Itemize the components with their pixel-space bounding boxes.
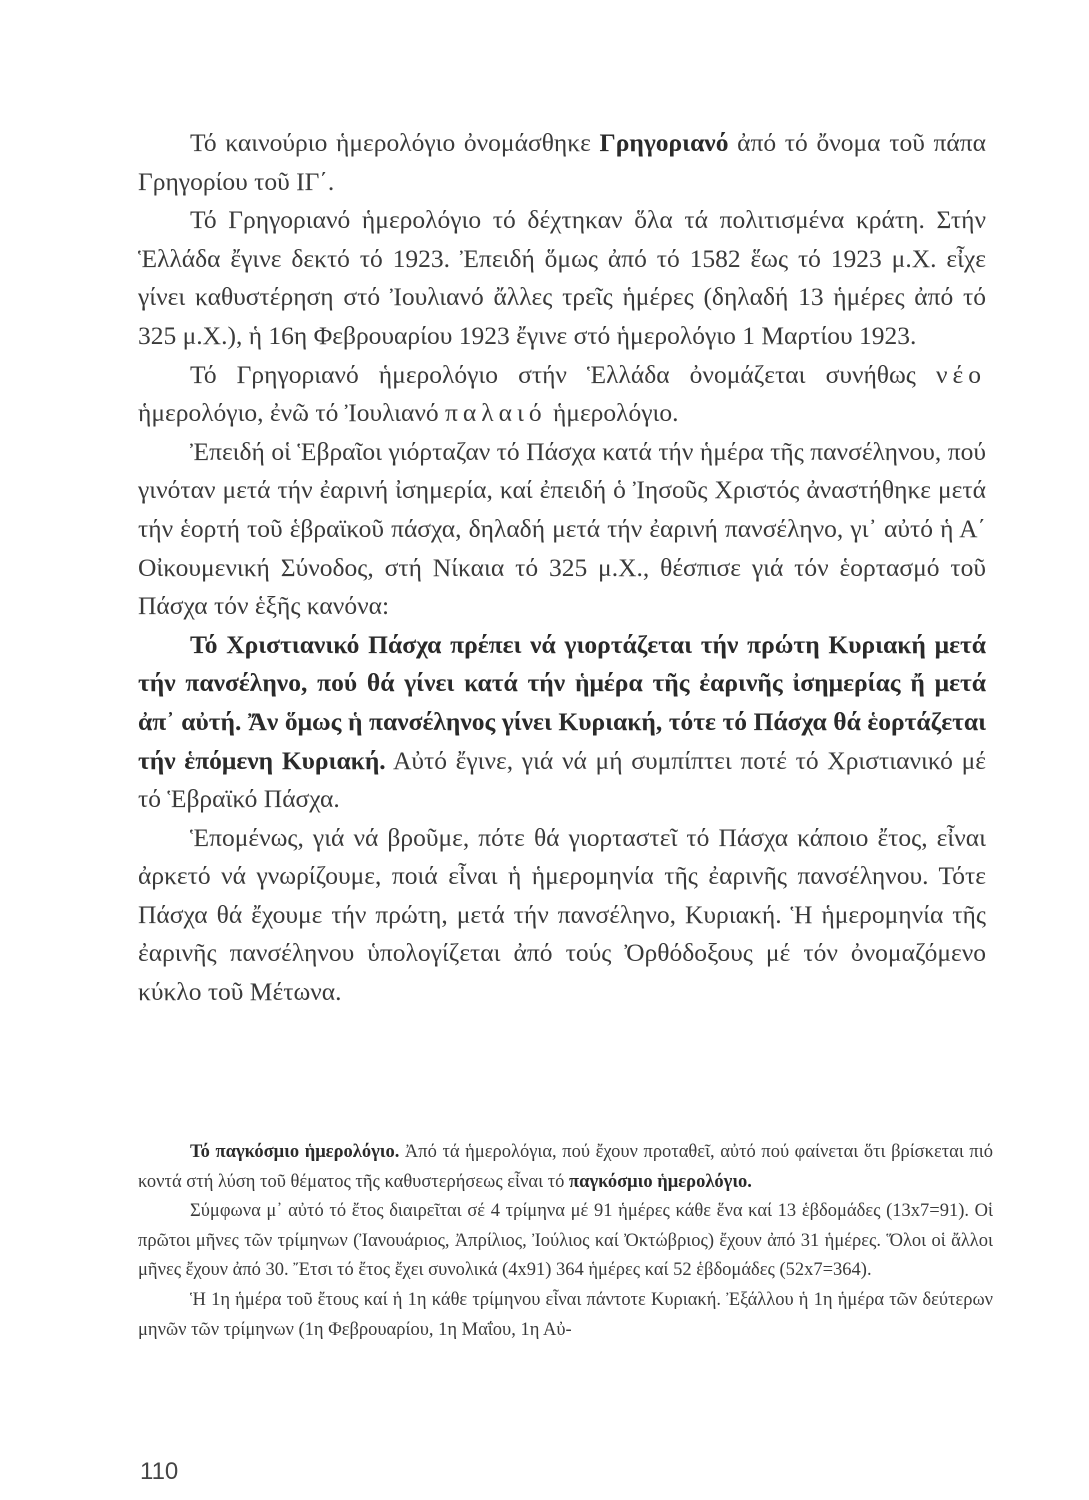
paragraph-text: ἡμερολόγιο, ἐνῶ τό Ἰουλιανό — [138, 398, 445, 428]
paragraph-text: ἀπό τό ὄνομα τοῦ πάπα Γρηγορίου τοῦ ΙΓ΄. — [138, 128, 986, 196]
paragraph-easter-rule — [138, 626, 986, 819]
spaced-term-new: νέο — [936, 359, 986, 389]
paragraph-adoption: Τό Γρηγοριανό ἡμερολόγιο τό δέχτηκαν ὅλα τά πολιτισμένα κράτη. Στήν Ἑλλάδα ἔγινε δεκτό τό 1923. Ἐπειδή ὅμως ἀπό τό 1582 ἕως τό 1923 μ.Χ. εἶχε γίνει καθυστέρηση στό Ἰουλιανό ἄλλες τρεῖς ἡμέρες (δηλαδή 13 ἡμέρες ἀπό τό 325 μ.Χ.), ἡ 16η Φεβρουαρίου 1923 ἔγινε στό ἡμερολόγιο 1 Μαρτίου 1923. — [138, 205, 986, 350]
paragraph-new-old-calendar — [138, 356, 986, 433]
spaced-term-old: παλαιό — [445, 398, 547, 428]
paragraph-text: Τό καινούριο ἡμερολόγιο ὀνομάσθηκε — [190, 128, 600, 157]
paragraph-text: ἡμερολόγιο. — [546, 398, 679, 428]
paragraph-gregorian-name — [138, 124, 986, 201]
paragraph-first-day: Ἡ 1η ἡμέρα τοῦ ἔτους καί ἡ 1η κάθε τρίμηνου εἶναι πάντοτε Κυριακή. Ἐξάλλου ἡ 1η ἡμέρα τῶν δεύτερων μηνῶν τῶν τρίμηνων (1η Φεβρουαρίου, 1η Μαΐου, 1η Αὐ- — [138, 1289, 993, 1340]
paragraph-full-moon-date: Ἑπομένως, γιά νά βροῦμε, πότε θά γιορταστεῖ τό Πάσχα κάποιο ἔτος, εἶναι ἀρκετό νά γνωρίζουμε, ποιά εἶναι ἡ ἡμερομηνία τῆς ἐαρινῆς πανσέληνου. Τότε Πάσχα θά ἔχουμε τήν πρώτη, μετά τήν πανσέληνο, Κυριακή. Ἡ ἡμερομηνία τῆς ἐαρινῆς πανσέληνου ὑπολογίζεται ἀπό τούς Ὀρθόδοξους μέ τόν ὀνομαζόμενο κύκλο τοῦ Μέτωνα. — [138, 822, 986, 1007]
main-text-block — [138, 124, 986, 1012]
section-heading-world-calendar: Τό παγκόσμιο ἡμερολόγιο. — [190, 1142, 400, 1162]
paragraph-quarters: Σύμφωνα μ᾿ αὐτό τό ἔτος διαιρεῖται σέ 4 τρίμηνα μέ 91 ἡμέρες κάθε ἕνα καί 13 ἑβδομάδες (13x7=91). Οἱ πρῶτοι μῆνες τῶν τρίμηνων (Ἰανουάριος, Ἀπρίλιος, Ἰούλιος καί Ὀκτώβριος) ἔχουν ἀπό 31 ἡμέρες. Ὅλοι οἱ ἄλλοι μῆνες ἔχουν ἀπό 30. Ἔτσι τό ἔτος ἔχει συνολικά (4x91) 364 ἡμέρες καί 52 ἑβδομάδες (52x7=364). — [138, 1201, 993, 1281]
paragraph-council-of-nicaea: Ἐπειδή οἱ Ἑβραῖοι γιόρταζαν τό Πάσχα κατά τήν ἡμέρα τῆς πανσέληνου, πού γινόταν μετά τήν ἐαρινή ἰσημερία, καί ἐπειδή ὁ Ἰησοῦς Χριστός ἀναστήθηκε μετά τήν ἑορτή τοῦ ἑβραϊκοῦ πάσχα, δηλαδή μετά τήν ἐαρινή πανσέληνο, γι᾿ αὐτό ἡ Α΄ Οἰκουμενική Σύνοδος, στή Νίκαια τό 325 μ.Χ., θέσπισε γιά τόν ἑορτασμό τοῦ Πάσχα τόν ἑξῆς κανόνα: — [138, 436, 986, 621]
bold-term-gregorian: Γρηγοριανό — [599, 128, 729, 157]
page-number: 110 — [140, 1458, 179, 1485]
paragraph-text: Αὐτό ἔγινε, γιά νά μή συμπίπτει ποτέ τό Χριστιανικό μέ τό Ἑβραϊκό Πάσχα. — [138, 745, 986, 814]
bold-easter-rule: Τό Χριστιανικό Πάσχα πρέπει νά γιορτάζεται τήν πρώτη Κυριακή μετά τήν πανσέληνο, πού θά γίνει κατά τήν ἡμέρα τῆς ἐαρινῆς ἰσημερίας ἤ μετά ἀπ᾿ αὐτή. Ἄν ὅμως ἡ πανσέληνος γίνει Κυριακή, τότε τό Πάσχα θά ἑορτάζεται τήν ἑπόμενη Κυριακή. — [138, 629, 986, 775]
paragraph-text: Ἀπό τά ἡμερολόγια, πού ἔχουν προταθεῖ, αὐτό πού φαίνεται ὅτι βρίσκεται πιό κοντά στή λύση τοῦ θέματος τῆς καθυστερήσεως εἶναι τό — [138, 1142, 993, 1192]
world-calendar-section — [138, 1138, 993, 1345]
paragraph-text: Τό Γρηγοριανό ἡμερολόγιο στήν Ἑλλάδα ὀνομάζεται συνήθως — [190, 359, 936, 389]
bold-term-world-calendar: παγκόσμιο ἡμερολόγιο. — [569, 1171, 752, 1192]
paragraph-world-calendar-intro — [138, 1138, 993, 1197]
